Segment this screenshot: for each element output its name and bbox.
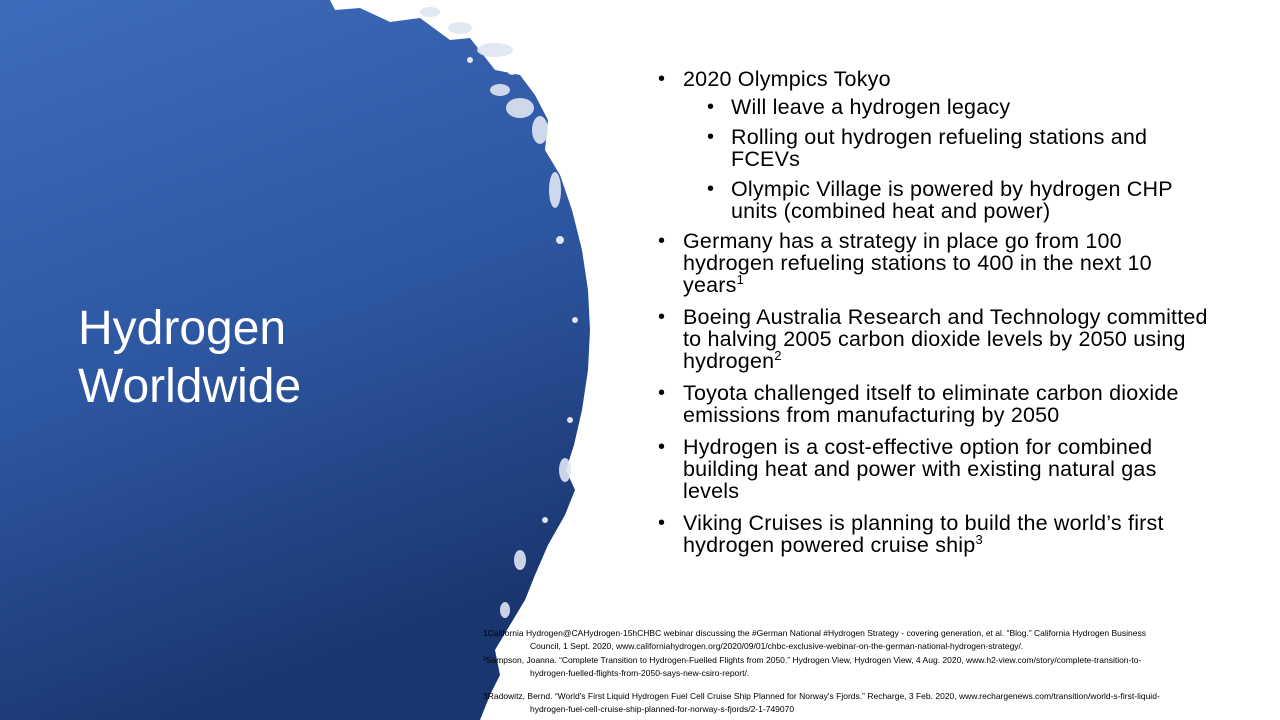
footnote-line: hydrogen-fuel-cell-cruise-ship-planned-for-norway-s-fjords/2-1-749070 [530, 704, 795, 714]
footnote-ref: 2 [774, 348, 782, 363]
bullet-item [658, 512, 1218, 556]
bullet-list [658, 68, 1218, 566]
footnote-ref: 3 [975, 532, 983, 547]
bullet-text: Germany has a strategy in place go from 100 hydrogen refueling stations to 400 in the next 10 years [683, 229, 1152, 297]
title-line-2: Worldwide [78, 360, 302, 413]
bullet-item [658, 68, 1218, 222]
bullet-text: Boeing Australia Research and Technology committed to halving 2005 carbon dioxide levels by 2050 using hydrogen [683, 305, 1208, 373]
title-line-1: Hydrogen [78, 302, 287, 355]
bullet-text: Toyota challenged itself to eliminate carbon dioxide emissions from manufacturing by 2050 [683, 381, 1179, 427]
sub-bullet-item: • Rolling out hydrogen refueling stations and FCEVs [683, 126, 1218, 170]
footnote-line: 1California Hydrogen@CAHydrogen·15hCHBC webinar discussing the #German National #Hydrogen Strategy - covering generation, et al. “Blog.” California Hydrogen Business [483, 628, 1146, 638]
footnote-ref: 1 [736, 272, 745, 287]
footnote-3 [483, 690, 1273, 716]
footnote-2 [483, 654, 1273, 680]
slide-title [78, 300, 498, 416]
sub-bullet-list [683, 96, 1218, 222]
bullet-item [658, 230, 1218, 296]
bullet-text: 2020 Olympics Tokyo [683, 67, 891, 91]
sub-bullet-item: • Will leave a hydrogen legacy [683, 96, 1218, 118]
footnote-line: ²Sampson, Joanna. “Complete Transition to Hydrogen-Fuelled Flights from 2050.” Hydrogen View, Hydrogen View, 4 Aug. 2020, www.h2-view.com/story/complete-transition-to- [483, 655, 1142, 665]
bullet-text: Viking Cruises is planning to build the world’s first hydrogen powered cruise ship [683, 511, 1164, 557]
footnote-line: 3Radowitz, Bernd. “World's First Liquid Hydrogen Fuel Cell Cruise Ship Planned for Norway's Fjords.” Recharge, 3 Feb. 2020, www.rechargenews.com/transition/world-s-first-liquid- [483, 691, 1160, 701]
footnote-1 [483, 627, 1273, 653]
bullet-text: Hydrogen is a cost-effective option for combined building heat and power with existing natural gas levels [683, 435, 1157, 503]
footnote-line: hydrogen-fuelled-flights-from-2050-says-new-csiro-report/. [530, 668, 750, 678]
bullet-item [658, 306, 1218, 372]
bullet-item [658, 382, 1218, 426]
footnote-line: Council, 1 Sept. 2020, www.californiahydrogen.org/2020/09/01/chbc-exclusive-webinar-on-the-german-national-hydrogen-strategy/. [530, 641, 1024, 651]
bullet-item [658, 436, 1218, 502]
sub-bullet-item: • Olympic Village is powered by hydrogen CHP units (combined heat and power) [683, 178, 1218, 222]
